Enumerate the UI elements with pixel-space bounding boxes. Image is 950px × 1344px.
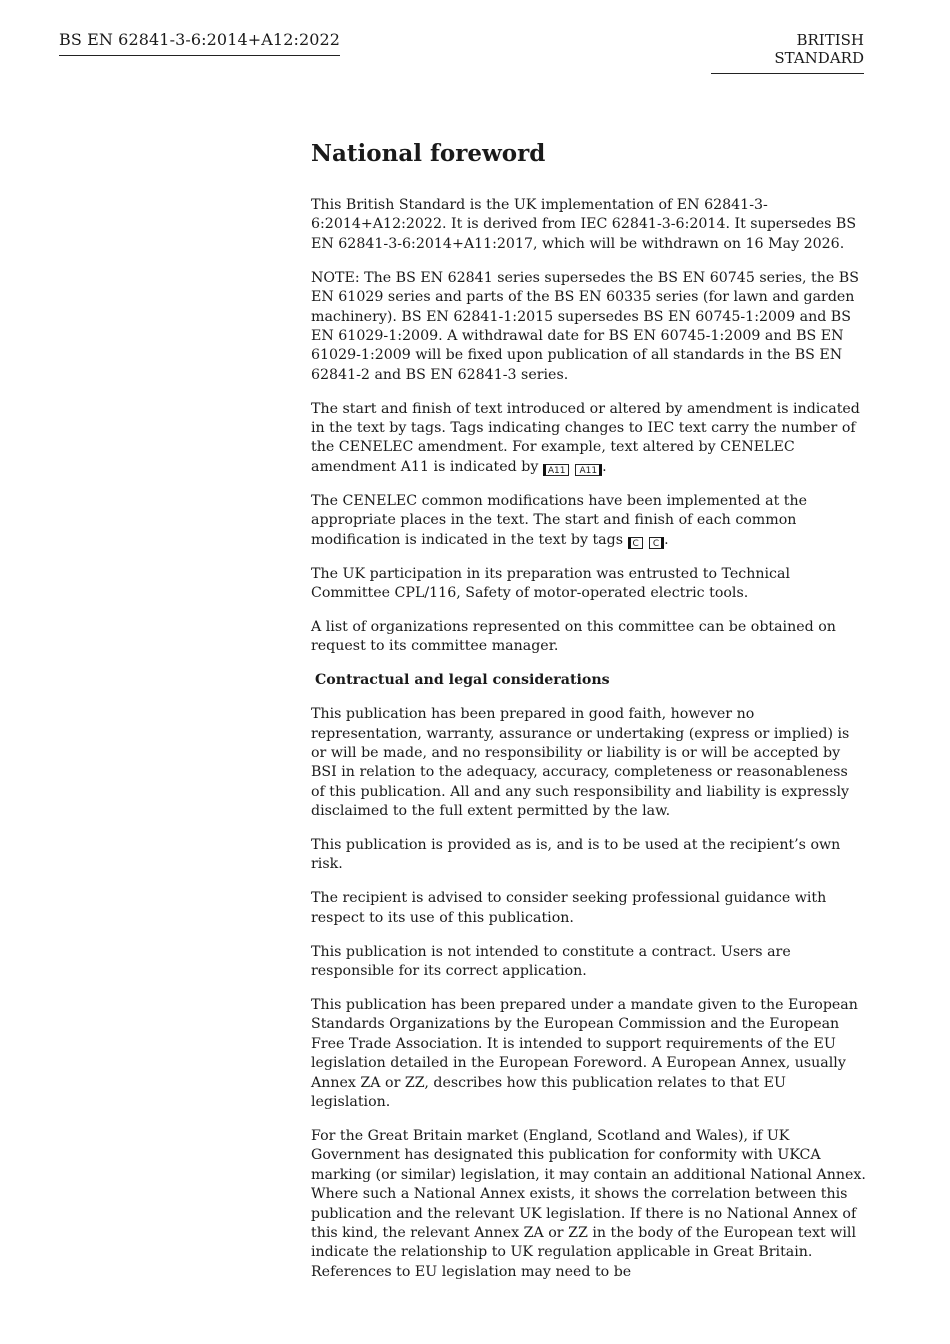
amendment-tags-text: The start and finish of text introduced or altered by amendment is indicated in the text by tags. Tags indicating changes to IEC text carry the number of the CENELEC amendment. For example, text altered by CENELEC amendment A11 is indicated by bbox=[311, 400, 860, 475]
paragraph-implementation: This British Standard is the UK implementation of EN 62841-3-6:2014+A12:2022. It is derived from IEC 62841-3-6:2014. It supersedes BS EN 62841-3-6:2014+A11:2017, which will be withdrawn on 16 May 2026. bbox=[311, 197, 857, 252]
page-title: National foreword bbox=[311, 140, 546, 167]
document-id: BS EN 62841-3-6:2014+A12:2022 bbox=[59, 30, 340, 56]
paragraph-organizations: A list of organizations represented on this committee can be obtained on request to its committee manager. bbox=[311, 618, 836, 655]
paragraph-amendment-tags bbox=[311, 400, 866, 478]
common-modifications-end: . bbox=[664, 531, 669, 548]
amendment-tags-end: . bbox=[602, 458, 607, 475]
paragraph-common-modifications bbox=[311, 492, 866, 550]
amendment-close-tag-icon: A11 bbox=[575, 464, 602, 476]
paragraph-as-is: This publication is provided as is, and is to be used at the recipient’s own risk. bbox=[311, 837, 841, 873]
document-category: BRITISH STANDARD bbox=[711, 31, 864, 74]
paragraph-note: NOTE: The BS EN 62841 series supersedes the BS EN 60745 series, the BS EN 61029 series and parts of the BS EN 60335 series (for lawn and garden machinery). BS EN 62841-1:2015 supersedes BS EN 60745-1:2009 and BS EN 61029-1:2009. A withdrawal date for BS EN 60745-1:2009 and BS EN 61029-1:2009 will be fixed upon publication of all standards in the BS EN 62841-2 and BS EN 62841-3 series. bbox=[311, 269, 859, 383]
paragraph-mandate: This publication has been prepared under a mandate given to the European Standards Organizations by the European Commission and the European Free Trade Association. It is intended to support requirements of the EU legislation detailed in the European Foreword. A European Annex, usually Annex ZA or ZZ, describes how this publication relates to that EU legislation. bbox=[311, 997, 858, 1111]
modification-close-tag-icon: C bbox=[649, 537, 664, 549]
main-content bbox=[311, 139, 866, 1297]
paragraph-good-faith: This publication has been prepared in good faith, however no representation, warranty, assurance or undertaking (express or implied) is or will be made, and no responsibility or liability is or will be accepted by BSI in relation to the adequacy, accuracy, completeness or reasonableness of this publication. All and any such responsibility and liability is expressly disclaimed to the full extent permitted by the law. bbox=[311, 706, 850, 820]
paragraph-great-britain: For the Great Britain market (England, Scotland and Wales), if UK Government has designated this publication for conformity with UKCA marking (or similar) legislation, it may contain an additional National Annex. Where such a National Annex exists, it shows the correlation between this publication and the relevant UK legislation. If there is no National Annex of this kind, the relevant Annex ZA or ZZ in the body of the European text will indicate the relationship to UK regulation applicable in Great Britain. References to EU legislation may need to be bbox=[311, 1127, 866, 1280]
modification-open-tag-icon: C bbox=[628, 537, 643, 549]
common-modifications-text: The CENELEC common modifications have been implemented at the appropriate places in the text. The start and finish of each common modification is indicated in the text by tags bbox=[311, 492, 808, 548]
amendment-open-tag-icon: A11 bbox=[543, 464, 570, 476]
paragraph-not-contract: This publication is not intended to constitute a contract. Users are responsible for its correct application. bbox=[311, 943, 791, 980]
paragraph-committee: The UK participation in its preparation was entrusted to Technical Committee CPL/116, Safety of motor-operated electric tools. bbox=[311, 565, 790, 601]
paragraph-guidance: The recipient is advised to consider seeking professional guidance with respect to its use of this publication. bbox=[311, 890, 827, 926]
section-heading-legal: Contractual and legal considerations bbox=[315, 672, 610, 689]
